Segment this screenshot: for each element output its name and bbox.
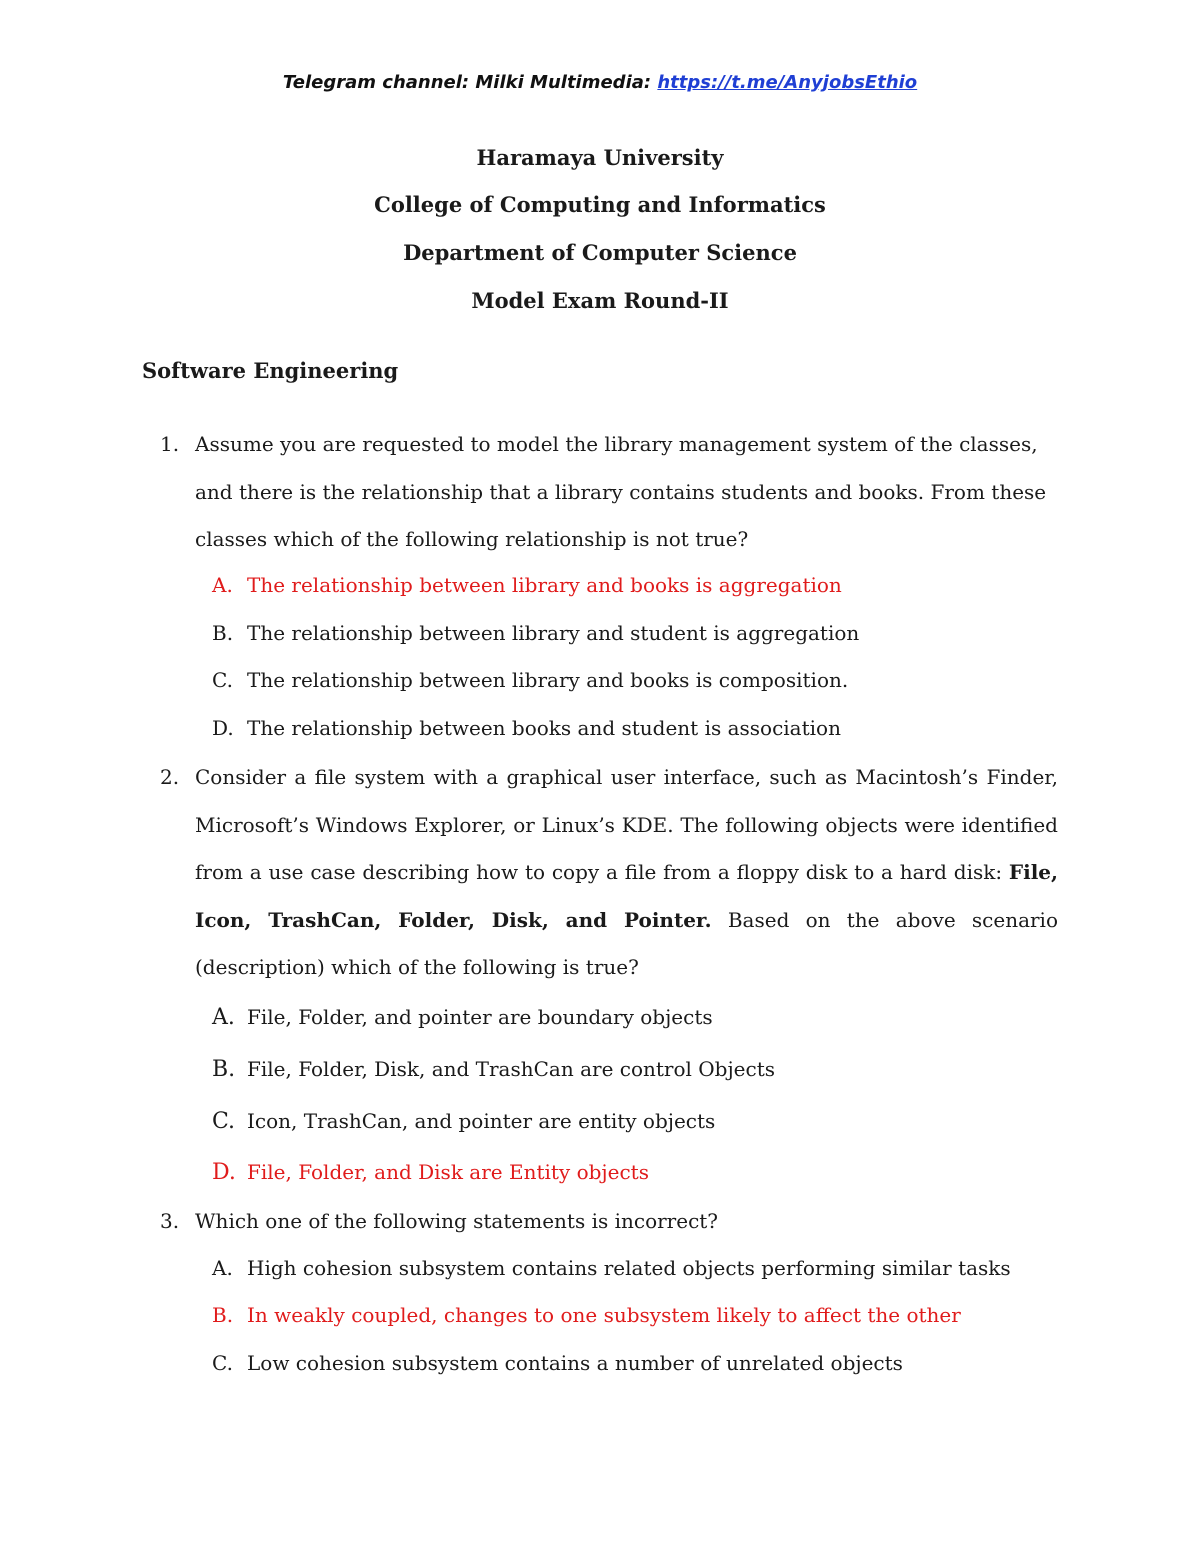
option-text: The relationship between books and student is association [247,716,841,740]
university-title: Haramaya University [476,145,724,170]
option-text: The relationship between library and student is aggregation [247,621,860,645]
option-letter: C. [212,1109,236,1134]
option-3a [212,1256,1011,1280]
option-2b [212,1057,775,1082]
option-letter: A. [212,573,233,597]
option-letter: C. [212,668,233,692]
option-letter: A. [212,1256,233,1280]
option-letter: B. [212,1057,236,1082]
option-1a [212,573,842,597]
option-letter: A. [212,1005,235,1030]
option-text: In weakly coupled, changes to one subsystem likely to affect the other [247,1303,961,1327]
option-text: The relationship between library and books is aggregation [247,573,842,597]
option-1c [212,668,848,692]
question-text: Assume you are requested to model the library management system of the classes, and there is the relationship that a library contains students and books. From these classes which of the following relationship is not true? [195,432,1047,551]
exam-title: Model Exam Round-II [471,288,729,313]
option-letter: D. [212,1160,236,1185]
question-text: Which one of the following statements is incorrect? [195,1209,719,1233]
option-1d [212,716,841,740]
department-title: Department of Computer Science [403,240,797,265]
option-text: File, Folder, Disk, and TrashCan are control Objects [247,1057,776,1081]
question-number: 3. [160,1209,180,1233]
option-text: Low cohesion subsystem contains a number of unrelated objects [247,1351,903,1375]
question-1 [160,421,1058,564]
option-3b [212,1303,961,1327]
telegram-link[interactable]: https://t.me/AnyjobsEthio [657,72,918,93]
option-text: File, Folder, and Disk are Entity objects [247,1160,649,1184]
telegram-prefix: Telegram channel: Milki Multimedia: [282,72,658,93]
option-2c [212,1109,715,1134]
option-letter: B. [212,1303,234,1327]
option-letter: B. [212,621,234,645]
option-2d [212,1160,649,1185]
question-text [195,754,1058,992]
question-keywords: File, Icon, TrashCan, Folder, Disk, and Pointer. [195,860,1058,932]
option-letter: C. [212,1351,233,1375]
option-3c [212,1351,903,1375]
question-text-part: Consider a file system with a graphical user interface, such as Macintosh’s Finder, Microsoft’s Windows Explorer, or Linux’s KDE. The following objects were identified from a use case describing how to copy a file from a floppy disk to a hard disk: [195,765,1058,884]
telegram-header [0,72,1200,93]
question-text-part: Based on the above scenario (description) which of the following is true? [195,907,1058,979]
college-title: College of Computing and Informatics [374,192,826,217]
option-2a [212,1005,713,1030]
question-number: 1. [160,432,180,456]
option-text: Icon, TrashCan, and pointer are entity objects [247,1109,716,1133]
option-1b [212,621,859,645]
option-text: High cohesion subsystem contains related objects performing similar tasks [247,1256,1011,1280]
option-text: The relationship between library and books is composition. [247,668,849,692]
question-2 [160,754,1058,992]
option-text: File, Folder, and pointer are boundary objects [247,1005,713,1029]
section-title: Software Engineering [142,358,399,383]
option-letter: D. [212,716,234,740]
question-3 [160,1198,1058,1246]
question-number: 2. [160,765,180,789]
